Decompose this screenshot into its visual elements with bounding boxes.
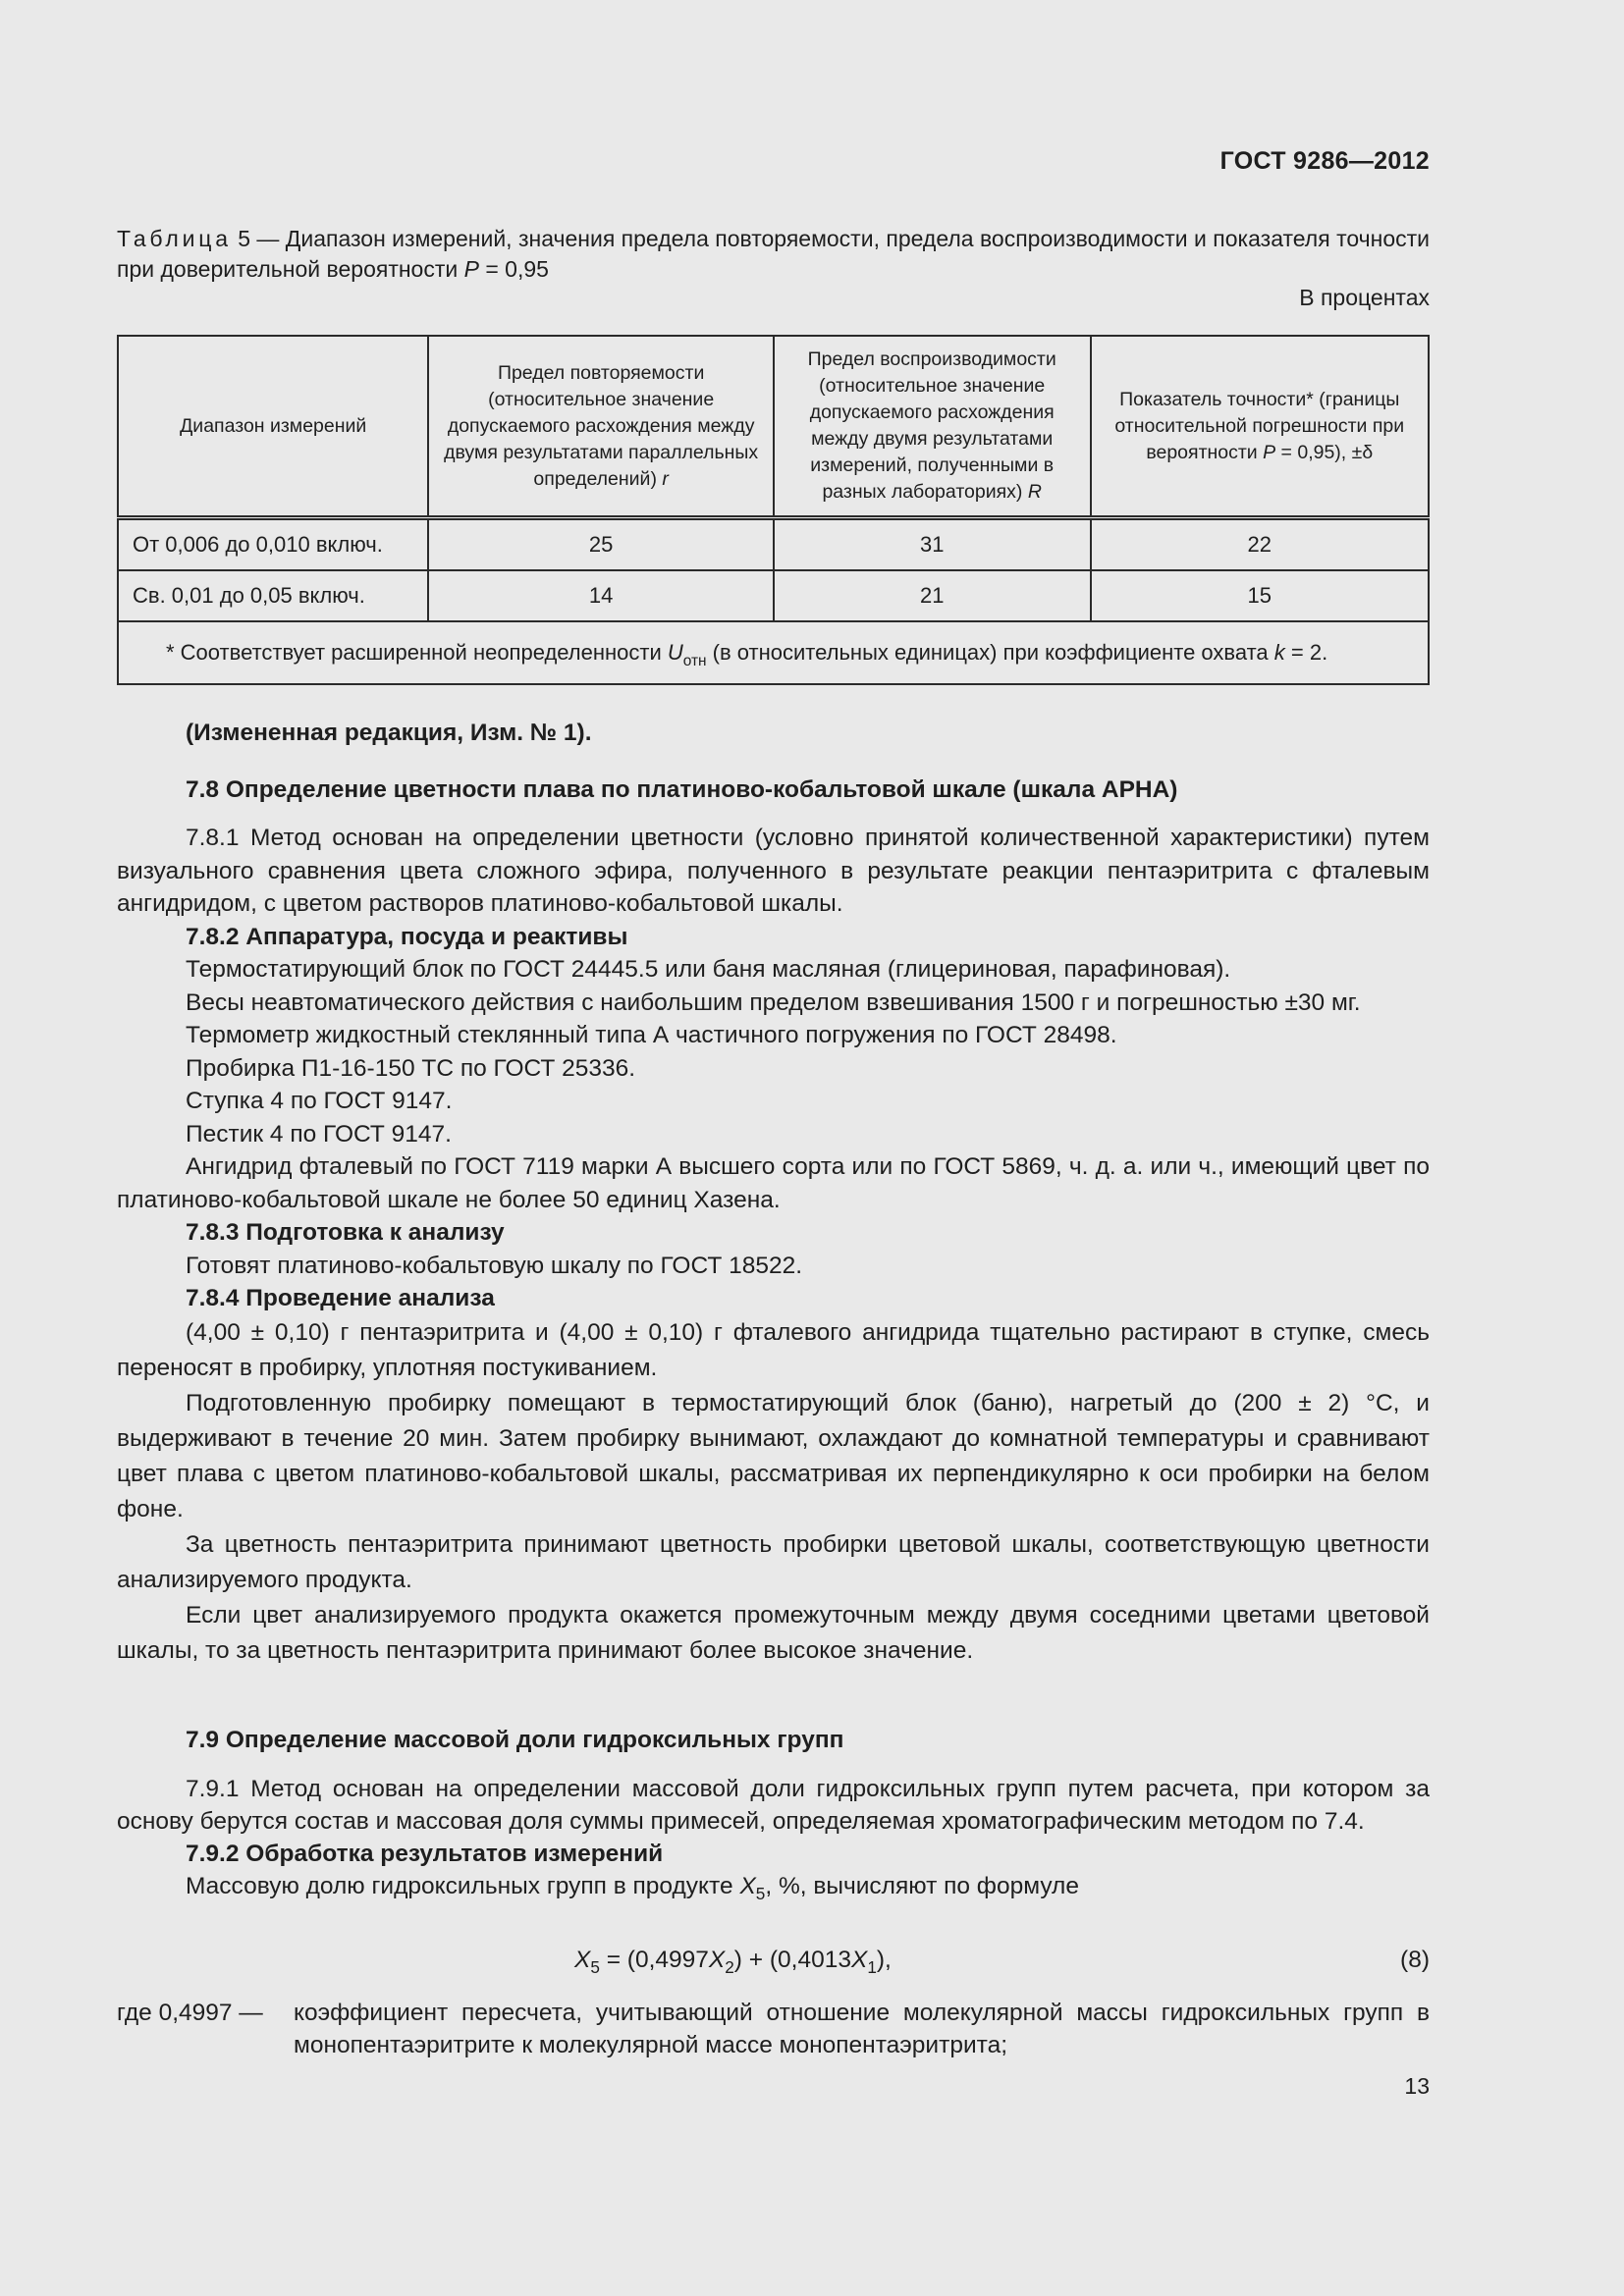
where-clause <box>117 1997 1430 2061</box>
list-7-8-2 <box>117 921 1430 1315</box>
table-caption-end: = 0,95 <box>478 256 549 282</box>
table-footnote-row <box>118 621 1429 684</box>
list-item: Пробирка П1-16-150 ТС по ГОСТ 25336. <box>186 1054 636 1082</box>
para-7-8-4-3: За цветность пентаэритрита принимают цветность пробирки цветовой шкалы, соответствующую цветности анализируемого продукта. <box>117 1530 1430 1593</box>
table-caption-p: P <box>463 256 479 282</box>
list-item: Ангидрид фталевый по ГОСТ 7119 марки А высшего сорта или по ГОСТ 5869, ч. д. а. или ч., имеющий цвет по платиново-кобальтовой шкале не более 50 единиц Хазена. <box>117 1153 1430 1213</box>
table-5 <box>117 335 1430 685</box>
table-caption <box>117 224 1430 285</box>
col-header-range: Диапазон измерений <box>118 336 428 518</box>
heading-7-8-3: 7.8.3 Подготовка к анализу <box>186 1219 505 1246</box>
para-7-9-2: Массовую долю гидроксильных групп в продукте $X_5$, %, вычисляют по формуле <box>186 1873 1079 1903</box>
standard-header: ГОСТ 9286—2012 <box>1219 147 1430 175</box>
list-item: Пестик 4 по ГОСТ 9147. <box>186 1120 452 1148</box>
cell-delta: 15 <box>1091 570 1429 621</box>
col-header-reproducibility: Предел воспроизводимости (относительное значение допускаемого расхождения между двумя результатами измерений, полученными в разных лабораториях) R <box>774 336 1091 518</box>
cell-range: От 0,006 до 0,010 включ. <box>118 518 428 571</box>
para-7-9-1: 7.9.1 Метод основан на определении массовой доли гидроксильных групп путем расчета, при котором за основу берутся состав и массовая доля суммы примесей, определяемая хроматографическим методом по 7.4. <box>117 1776 1430 1835</box>
page-number: 13 <box>1404 2073 1430 2099</box>
table-units: В процентах <box>1299 285 1430 310</box>
formula-expression: $X_5 = (0,4997X_2) + (0,4013X_1)$, <box>574 1947 892 1977</box>
table-header-row <box>118 336 1429 518</box>
where-lead: где 0,4997 — <box>117 2000 263 2026</box>
heading-7-9-2: 7.9.2 Обработка результатов измерений <box>186 1841 664 1867</box>
table-footnote: * Соответствует расширенной неопределенности $U_{отн}$ (в относительных единицах) при коэффициенте охвата k = 2. <box>118 621 1429 684</box>
cell-R: 31 <box>774 518 1091 571</box>
amendment-note: (Измененная редакция, Изм. № 1). <box>186 720 592 746</box>
col-header-repeatability: Предел повторяемости (относительное значение допускаемого расхождения между двумя результатами параллельных определений) r <box>428 336 773 518</box>
col-header-accuracy: Показатель точности* (границы относительной погрешности при вероятности P = 0,95), ±δ <box>1091 336 1429 518</box>
cell-delta: 22 <box>1091 518 1429 571</box>
table-row <box>118 570 1429 621</box>
formula-number: (8) <box>1400 1947 1430 1973</box>
heading-7-8-2: 7.8.2 Аппаратура, посуда и реактивы <box>186 923 628 950</box>
list-item: Весы неавтоматического действия с наибольшим пределом взвешивания 1500 г и погрешностью ±30 мг. <box>186 988 1361 1016</box>
table-caption-text: 5 — Диапазон измерений, значения предела повторяемости, предела воспроизводимости и показателя точности при доверительной вероятности <box>117 226 1430 282</box>
cell-r: 14 <box>428 570 773 621</box>
section-7-8-body <box>117 822 1430 1669</box>
section-7-8-title: 7.8 Определение цветности плава по платиново-кобальтовой шкале (шкала APHA) <box>186 776 1178 803</box>
para-7-8-3: Готовят платиново-кобальтовую шкалу по ГОСТ 18522. <box>186 1252 803 1279</box>
table-caption-label: Таблица <box>117 226 232 251</box>
formula-8 <box>117 1947 1430 1980</box>
para-7-8-1: 7.8.1 Метод основан на определении цветности (условно принятой количественной характеристики) путем визуального сравнения цвета сложного эфира, полученного в результате реакции пентаэритрита с фталевым ангидридом, с цветом растворов платиново-кобальтовой шкалы. <box>117 825 1430 917</box>
list-item: Термометр жидкостный стеклянный типа А частичного погружения по ГОСТ 28498. <box>186 1022 1117 1048</box>
list-item: Ступка 4 по ГОСТ 9147. <box>186 1088 453 1114</box>
heading-7-8-4: 7.8.4 Проведение анализа <box>186 1285 495 1311</box>
where-description: коэффициент пересчета, учитывающий отношение молекулярной массы гидроксильных групп в монопентаэритрите к молекулярной массе монопентаэритрита; <box>294 2000 1430 2058</box>
section-7-9-title: 7.9 Определение массовой доли гидроксильных групп <box>186 1727 844 1753</box>
list-item: Термостатирующий блок по ГОСТ 24445.5 или баня масляная (глицериновая, парафиновая). <box>186 956 1231 983</box>
cell-R: 21 <box>774 570 1091 621</box>
cell-r: 25 <box>428 518 773 571</box>
para-7-8-4-4: Если цвет анализируемого продукта окажется промежуточным между двумя соседними цветами цветовой шкалы, то за цветность пентаэритрита принимают более высокое значение. <box>117 1601 1430 1664</box>
para-7-8-4-1: (4,00 ± 0,10) г пентаэритрита и (4,00 ± 0,10) г фталевого ангидрида тщательно растирают в ступке, смесь переносят в пробирку, уплотняя постукиванием. <box>117 1318 1430 1381</box>
section-7-9-body <box>117 1773 1430 1902</box>
para-7-8-4-2: Подготовленную пробирку помещают в термостатирующий блок (баню), нагретый до (200 ± 2) °С, и выдерживают в течение 20 мин. Затем пробирку вынимают, охлаждают до комнатной температуры и сравнивают цвет плава с цветом платиново-кобальтовой шкалы, рассматривая их перпендикулярно к оси пробирки на белом фоне. <box>117 1389 1430 1522</box>
table-row <box>118 518 1429 571</box>
cell-range: Св. 0,01 до 0,05 включ. <box>118 570 428 621</box>
